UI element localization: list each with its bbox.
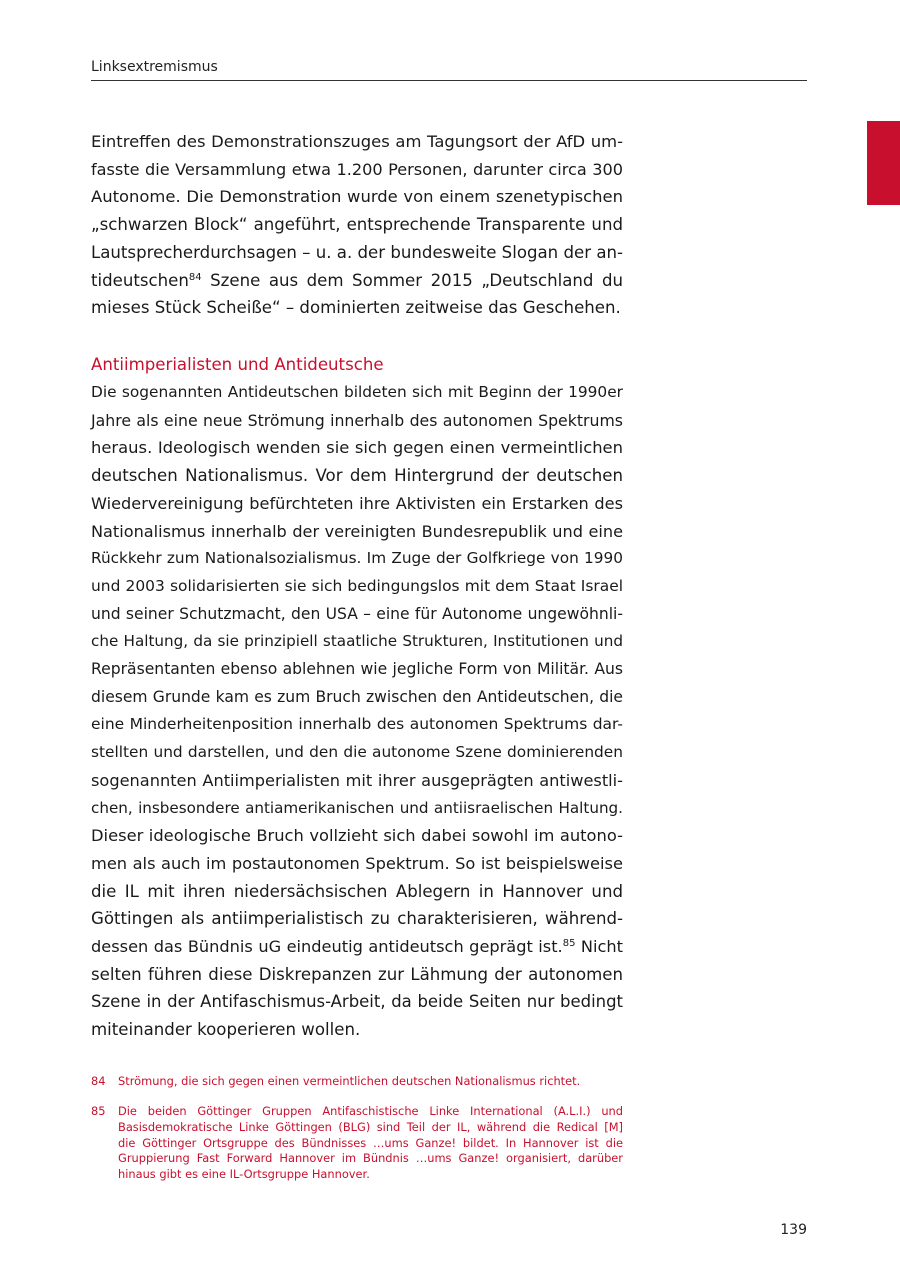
text-line: Autonome. Die Demonstration wurde von einem szenetypischen (91, 187, 623, 207)
footnote-line: Strömung, die sich gegen einen vermeintlichen deutschen Nationalismus richtet. (118, 1074, 581, 1088)
footnote-line: Basisdemokratische Linke Göttingen (BLG) sind Teil der IL, während die Redical [M] (118, 1119, 623, 1134)
text-segment: tideutschen (91, 270, 189, 290)
text-line: chen, insbesondere antiamerikanischen und antiisraelischen Haltung. (91, 798, 623, 817)
text-segment: dessen das Bündnis uG eindeutig antideutsch geprägt ist. (91, 937, 563, 957)
text-line: Göttingen als antiimperialistisch zu charakterisieren, während- (91, 909, 623, 929)
text-line (91, 933, 623, 961)
section-heading: Antiimperialisten und Antideutsche (91, 355, 384, 374)
footnote-line: die Göttinger Ortsgruppe des Bündnisses …ums Ganze! bildet. In Hannover ist die (118, 1135, 623, 1150)
text-segment: Szene aus dem Sommer 2015 „Deutschland du (201, 270, 623, 290)
footnote-84 (91, 1074, 623, 1090)
text-line: sogenannten Antiimperialisten mit ihrer ausgeprägten antiwestli- (91, 770, 623, 790)
footnote-text (118, 1074, 623, 1090)
text-line: Dieser ideologische Bruch vollzieht sich dabei sowohl im autono- (91, 826, 623, 846)
text-line: Szene in der Antifaschismus-Arbeit, da beide Seiten nur bedingt (91, 992, 623, 1012)
text-line: die IL mit ihren niedersächsischen Ablegern in Hannover und (91, 881, 623, 901)
footnote-85 (91, 1104, 623, 1183)
text-line: miteinander kooperieren wollen. (91, 1020, 361, 1040)
text-line: selten führen diese Diskrepanzen zur Lähmung der autonomen (91, 964, 623, 984)
text-line: heraus. Ideologisch wenden sie sich gegen einen vermeintlichen (91, 438, 623, 458)
text-line: Eintreffen des Demonstrationszuges am Tagungsort der AfD um- (91, 132, 623, 151)
text-segment: Nicht (575, 937, 623, 957)
text-line: stellten und darstellen, und den die autonome Szene dominierenden (91, 743, 623, 762)
text-line: Nationalismus innerhalb der vereinigten Bundesrepublik und eine (91, 521, 623, 541)
footnote-line: hinaus gibt es eine IL-Ortsgruppe Hannover. (118, 1167, 370, 1182)
text-line: eine Minderheitenposition innerhalb des autonomen Spektrums dar- (91, 715, 623, 734)
text-line: diesem Grunde kam es zum Bruch zwischen den Antideutschen, die (91, 687, 623, 706)
text-line: und seiner Schutzmacht, den USA – eine für Autonome ungewöhnli- (91, 604, 623, 623)
chapter-thumb-tab (867, 121, 900, 205)
running-head: Linksextremismus (91, 59, 807, 81)
text-line: Rückkehr zum Nationalsozialismus. Im Zuge der Golfkriege von 1990 (91, 549, 623, 568)
text-line: men als auch im postautonomen Spektrum. So ist beispielsweise (91, 853, 623, 873)
paragraph-2 (91, 379, 623, 1044)
text-line: Repräsentanten ebenso ablehnen wie jegliche Form von Militär. Aus (91, 660, 623, 679)
footnote-text (118, 1104, 623, 1183)
text-line: mieses Stück Scheiße“ – dominierten zeitweise das Geschehen. (91, 298, 621, 318)
text-line: Jahre als eine neue Strömung innerhalb des autonomen Spektrums (91, 410, 623, 430)
footnote-number: 85 (91, 1104, 106, 1118)
footnote-number: 84 (91, 1074, 106, 1088)
footnote-ref-84[interactable]: 84 (188, 271, 202, 283)
footnote-line: Die beiden Göttinger Gruppen Antifaschistische Linke International (A.L.I.) und (118, 1104, 623, 1118)
text-line (91, 267, 623, 295)
text-line: Wiedervereinigung befürchteten ihre Aktivisten ein Erstarken des (91, 493, 623, 513)
page-number: 139 (780, 1222, 807, 1238)
text-line: che Haltung, da sie prinzipiell staatliche Strukturen, Institutionen und (91, 632, 623, 651)
text-line: fasste die Versammlung etwa 1.200 Personen, darunter circa 300 (91, 159, 623, 179)
text-line: deutschen Nationalismus. Vor dem Hintergrund der deutschen (91, 466, 623, 486)
text-line: und 2003 solidarisierten sie sich bedingungslos mit dem Staat Israel (91, 576, 623, 595)
text-line: „schwarzen Block“ angeführt, entsprechende Transparente und (91, 215, 623, 235)
text-line: Die sogenannten Antideutschen bildeten sich mit Beginn der 1990er (91, 383, 623, 401)
footnote-ref-85[interactable]: 85 (562, 938, 576, 950)
text-line: Lautsprecherdurchsagen – u. a. der bundesweite Slogan der an- (91, 242, 623, 262)
footnote-line: Gruppierung Fast Forward Hannover im Bündnis …ums Ganze! organisiert, darüber (118, 1151, 623, 1166)
paragraph-1 (91, 128, 623, 322)
